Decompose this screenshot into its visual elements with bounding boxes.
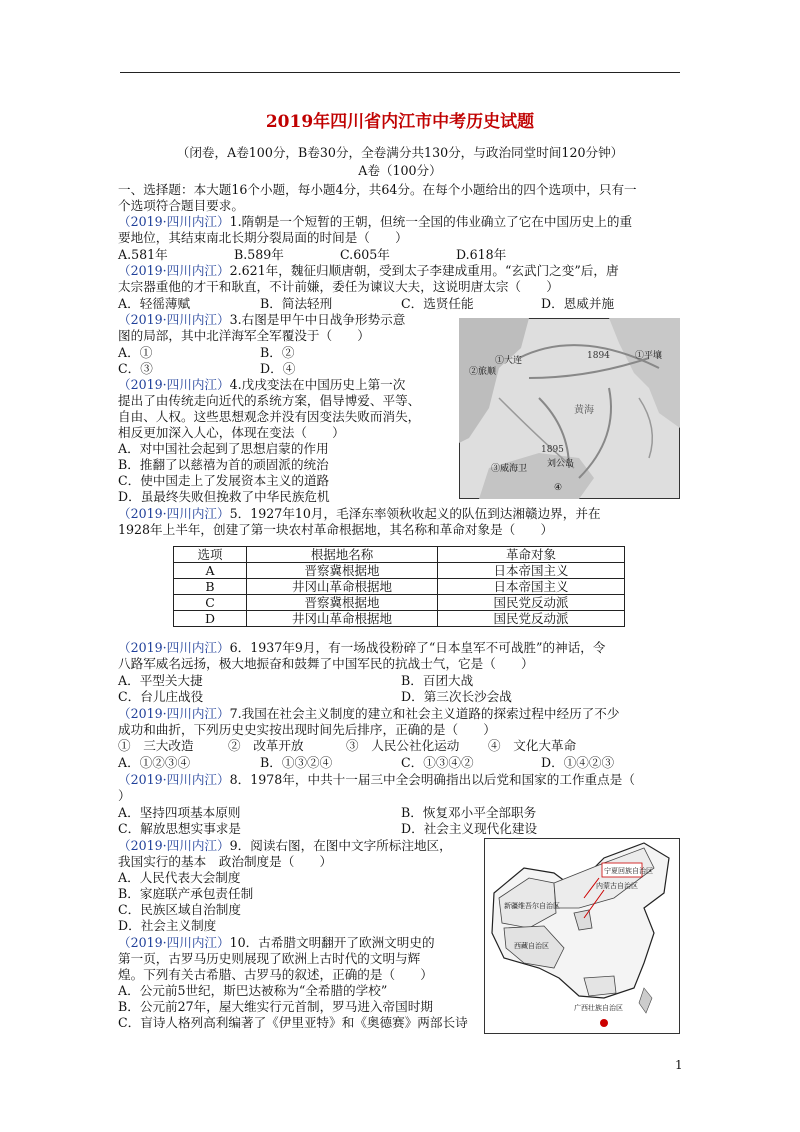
source-tag: （2019·四川内江） [118, 214, 230, 229]
table-row[interactable] [174, 579, 625, 595]
q1-stem-cont: 要地位，其结束南北长期分裂局面的时间是（ ） [118, 230, 408, 245]
q2-option-b[interactable]: B．简法轻刑 [260, 296, 333, 311]
q1-option-b[interactable]: B.589年 [234, 247, 284, 262]
q10-option-b[interactable]: B．公元前27年，屋大维实行元首制，罗马进入帝国时期 [118, 999, 433, 1014]
q9-option-a[interactable]: A．人民代表大会制度 [118, 870, 241, 885]
q3-option-d[interactable]: D．④ [260, 361, 296, 376]
q8-option-c[interactable]: C．解放思想实事求是 [118, 821, 241, 836]
source-tag: （2019·四川内江） [118, 838, 230, 853]
q10-option-a[interactable]: A．公元前5世纪，斯巴达被称为“全希腊的学校” [118, 983, 388, 998]
table-cell: 井冈山革命根据地 [247, 579, 438, 595]
map2-label-inner-mongolia: 内蒙古自治区 [596, 882, 638, 890]
map1-label-yellow-sea: 黄海 [574, 405, 594, 416]
q2-stem: （2019·四川内江）2.621年，魏征归顺唐朝，受到太子李建成重用。“玄武门之变”后，唐 [118, 263, 619, 278]
q6-stem: （2019·四川内江）6．1937年9月，有一场战役粉碎了“日本皇军不可战胜”的神话，令 [118, 640, 606, 655]
q5-stem: （2019·四川内江）5．1927年10月，毛泽东率领秋收起义的队伍到达湘赣边界，并在 [118, 506, 601, 521]
q2-option-c[interactable]: C．选贤任能 [401, 296, 474, 311]
table-row[interactable] [174, 611, 625, 627]
map1-label-pyongyang: ①平壤 [635, 351, 663, 361]
page-title: 2019年四川省内江市中考历史试题 [265, 112, 535, 132]
map2-label-guangxi: 广西壮族自治区 [574, 1004, 623, 1012]
q7-option-c[interactable]: C．①③④② [401, 755, 474, 770]
q1-option-d[interactable]: D.618年 [456, 247, 507, 262]
table-cell: 晋察冀根据地 [247, 563, 438, 579]
map1-label-1895: 1895 [541, 445, 564, 455]
q1-option-c[interactable]: C.605年 [340, 247, 390, 262]
q2-option-a[interactable]: A．轻徭薄赋 [118, 296, 191, 311]
q2-stem-cont: 太宗器重他的才干和耿直，不计前嫌，委任为谏议大夫，这说明唐太宗（ ） [118, 279, 559, 294]
q9-option-b[interactable]: B．家庭联产承包责任制 [118, 886, 254, 901]
table-cell: A [174, 563, 247, 579]
table-cell: 日本帝国主义 [438, 579, 625, 595]
map1-label-weihaiwei: ③威海卫 [491, 464, 528, 474]
q5-options-table [173, 546, 625, 627]
q3-option-b[interactable]: B．② [260, 345, 295, 360]
q9-stem: （2019·四川内江）9．阅读右图，在图中文字所标注地区， [118, 838, 452, 853]
map2-label-ningxia: 宁夏回族自治区 [604, 867, 653, 875]
q8-stem-cont: ） [118, 788, 131, 803]
table-row[interactable] [174, 595, 625, 611]
q10-option-c[interactable]: C．盲诗人格列高利编著了《伊里亚特》和《奥德赛》两部长诗 [118, 1015, 468, 1030]
map2-label-tibet: 西藏自治区 [514, 942, 549, 950]
q4-option-b[interactable]: B．推翻了以慈禧为首的顽固派的统治 [118, 457, 329, 472]
q7-option-a[interactable]: A．①②③④ [118, 755, 191, 770]
table-header-row [174, 547, 625, 563]
q4-stem: （2019·四川内江）4.戊戌变法在中国历史上第一次 [118, 377, 406, 392]
source-tag: （2019·四川内江） [118, 640, 230, 655]
page-number: 1 [675, 1058, 683, 1072]
source-tag: （2019·四川内江） [118, 706, 230, 721]
q6-option-b[interactable]: B．百团大战 [401, 673, 474, 688]
q2-option-d[interactable]: D．恩威并施 [541, 296, 615, 311]
q7-option-d[interactable]: D．①④②③ [541, 755, 615, 770]
source-tag: （2019·四川内江） [118, 377, 230, 392]
q4-option-d[interactable]: D．虽最终失败但挽救了中华民族危机 [118, 489, 330, 504]
source-tag: （2019·四川内江） [118, 935, 230, 950]
q7-stem-cont: 成功和曲折，下列历史史实按出现时间先后排序，正确的是（ ） [118, 722, 496, 737]
q1-option-a[interactable]: A.581年 [118, 247, 168, 262]
table-cell: D [174, 611, 247, 627]
table-cell: 井冈山革命根据地 [247, 611, 438, 627]
q4-stem-cont-2: 自由、人权。这些思想观念并没有因变法失败而消失， [118, 409, 421, 424]
q3-stem: （2019·四川内江）3.右图是甲午中日战争形势示意 [118, 312, 406, 327]
q3-stem-cont: 图的局部，其中北洋海军全军覆没于（ ） [118, 328, 370, 343]
table-cell: B [174, 579, 247, 595]
q6-stem-cont: 八路军威名远扬，极大地振奋和鼓舞了中国军民的抗战士气，它是（ ） [118, 656, 534, 671]
q6-option-a[interactable]: A．平型关大捷 [118, 673, 203, 688]
q7-stem: （2019·四川内江）7.我国在社会主义制度的建立和社会主义道路的探索过程中经历了不少 [118, 706, 620, 721]
header-rule [120, 72, 680, 73]
q10-stem-cont-2: 煌。下列有关古希腊、古罗马的叙述，正确的是（ ） [118, 967, 433, 982]
q8-stem: （2019·四川内江）8．1978年，中共十一届三中全会明确指出以后党和国家的工作重点是（ [118, 772, 635, 787]
instructions-line-1: 一、选择题：本大题16个小题，每小题4分，共64分。在每个小题给出的四个选项中，只有一 [118, 182, 637, 197]
q3-option-c[interactable]: C．③ [118, 361, 153, 376]
sino-japanese-war-map [459, 318, 680, 499]
source-tag: （2019·四川内江） [118, 312, 230, 327]
table-cell: 日本帝国主义 [438, 563, 625, 579]
q7-option-b[interactable]: B．①③②④ [260, 755, 333, 770]
q3-option-a[interactable]: A．① [118, 345, 153, 360]
map1-label-liugong: 刘公岛 [547, 459, 575, 469]
q4-stem-cont-3: 相反更加深入人心，体现在变法（ ） [118, 425, 345, 440]
map1-label-4: ④ [554, 483, 563, 493]
china-autonomous-regions-map [484, 838, 680, 1034]
q9-option-c[interactable]: C．民族区域自治制度 [118, 902, 241, 917]
q8-option-a[interactable]: A．坚持四项基本原则 [118, 805, 241, 820]
q6-option-c[interactable]: C．台儿庄战役 [118, 689, 204, 704]
source-tag: （2019·四川内江） [118, 772, 230, 787]
section-heading: A卷（100分） [358, 163, 442, 178]
source-tag: （2019·四川内江） [118, 506, 230, 521]
table-cell: 国民党反动派 [438, 595, 625, 611]
table-cell: 国民党反动派 [438, 611, 625, 627]
q10-stem: （2019·四川内江）10．古希腊文明翻开了欧洲文明史的 [118, 935, 435, 950]
q9-option-d[interactable]: D．社会主义制度 [118, 918, 217, 933]
table-header: 选项 [174, 547, 247, 563]
q8-option-b[interactable]: B．恢复邓小平全部职务 [401, 805, 537, 820]
q7-item-4: ④ 文化大革命 [488, 738, 577, 753]
exam-info: （闭卷，A卷100分，B卷30分，全卷满分共130分，与政治同堂时间120分钟） [176, 145, 624, 160]
table-header: 根据地名称 [247, 547, 438, 563]
q7-item-2: ② 改革开放 [228, 738, 304, 753]
table-cell: C [174, 595, 247, 611]
instructions-line-2: 个选项符合题目要求。 [118, 198, 244, 213]
q4-option-a[interactable]: A．对中国社会起到了思想启蒙的作用 [118, 441, 329, 456]
map1-label-dalian: ①大连 [495, 356, 523, 366]
q8-option-d[interactable]: D．社会主义现代化建设 [401, 821, 538, 836]
map1-label-lushun: ②旅顺 [469, 367, 497, 377]
q1-stem: （2019·四川内江）1.隋朝是一个短暂的王朝，但统一全国的伟业确立了它在中国历史上的重 [118, 214, 633, 229]
q9-stem-cont: 我国实行的基本 政治制度是（ ） [118, 854, 333, 869]
map1-label-1894: 1894 [587, 351, 610, 361]
source-tag: （2019·四川内江） [118, 263, 230, 278]
q7-item-3: ③ 人民公社化运动 [346, 738, 460, 753]
table-header: 革命对象 [438, 547, 625, 563]
q6-option-d[interactable]: D．第三次长沙会战 [401, 689, 512, 704]
q4-stem-cont-1: 提出了由传统走向近代的系统方案，倡导博爱、平等、 [118, 393, 421, 408]
table-row[interactable] [174, 563, 625, 579]
map2-label-xinjiang: 新疆维吾尔自治区 [504, 902, 560, 910]
table-cell: 晋察冀根据地 [247, 595, 438, 611]
q7-item-1: ① 三大改造 [118, 738, 194, 753]
q10-stem-cont-1: 第一页，古罗马历史则展现了欧洲上古时代的文明与辉 [118, 951, 421, 966]
q4-option-c[interactable]: C．使中国走上了发展资本主义的道路 [118, 473, 330, 488]
q5-stem-cont: 1928年上半年，创建了第一块农村革命根据地，其名称和革命对象是（ ） [118, 522, 554, 537]
